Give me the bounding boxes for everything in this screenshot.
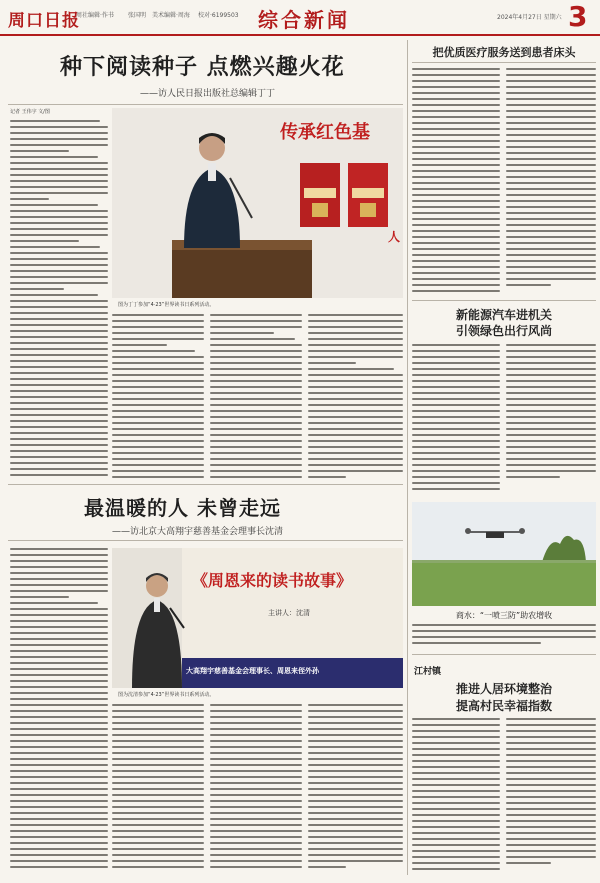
drone-farm-photo	[412, 502, 596, 606]
article2-photo-org: 大高翔宇慈善基金会理事长、周恩来侄外孙	[186, 667, 319, 675]
issue-date: 2024年4月27日 星期六	[497, 14, 562, 21]
article2-caption: 图为沈清参加“4·23”世界读书日系列活动。	[118, 692, 215, 698]
article1-byline: 记者 王伟宇 文/图	[10, 109, 50, 115]
masthead-info-1: 周社编辑·作书	[76, 12, 114, 19]
masthead-info-4: 校对·6199503	[198, 12, 239, 19]
right-story3-headline-line2: 提高村民幸福指数	[455, 699, 552, 713]
right-story1-headline: 把优质医疗服务送到患者床头	[432, 46, 576, 59]
drone-photo-title: 商水：“一喷三防”助农增收	[455, 611, 553, 620]
column-divider	[407, 40, 408, 875]
masthead	[0, 0, 600, 36]
article1-text-col1	[10, 120, 108, 480]
article1-photo-banner-2: 人	[388, 230, 401, 244]
article1-photo	[112, 108, 403, 298]
article1-caption: 图为丁丁参加“4·23”世界读书日系列活动。	[118, 302, 215, 308]
right-story2-top-rule	[412, 300, 596, 301]
article-separator	[8, 484, 403, 485]
right-story3-headline-line1: 推进人居环境整治	[455, 682, 552, 696]
article1-photo-banner: 传承红色基	[280, 122, 370, 143]
right-story2-headline-line1: 新能源汽车进机关	[455, 308, 552, 322]
section-title: 综合新闻	[258, 8, 350, 32]
article2-text-col4	[308, 704, 403, 876]
article1-text-col4	[308, 314, 403, 480]
right-story1-rule	[412, 62, 596, 63]
right-story1-col1	[412, 68, 500, 298]
article2-rule	[8, 540, 403, 541]
article1-headline: 种下阅读种子 点燃兴趣火花	[60, 54, 345, 80]
article2-photo	[112, 548, 403, 688]
masthead-info-2: 张国明	[128, 12, 147, 19]
masthead-info-3: 美术编辑·周海	[152, 12, 190, 19]
drone-farm-photo-art	[412, 502, 596, 606]
right-story2-col2	[506, 344, 596, 494]
newspaper-logo: 周口日报	[8, 11, 80, 31]
right-story3-top-rule	[412, 654, 596, 655]
article2-headline: 最温暖的人 未曾走远	[84, 496, 281, 520]
right-story3-col2	[506, 718, 596, 876]
article2-photo-banner: 《周恩来的读书故事》	[192, 571, 353, 590]
page-number: 3	[568, 0, 588, 33]
article2-text-col2	[112, 704, 204, 876]
right-story3-col1	[412, 718, 500, 876]
article2-photo-speaker: 主讲人：沈清	[268, 609, 310, 617]
article1-text-col2	[112, 314, 204, 480]
article1-subhead: ——访人民日报出版社总编辑丁丁	[140, 89, 276, 99]
right-story1-col2	[506, 68, 596, 298]
article1-text-col3	[210, 314, 302, 480]
drone-photo-caption-text	[412, 624, 596, 652]
article2-subhead: ——访北京大高翔宇慈善基金会理事长沈清	[112, 527, 284, 537]
right-story2-col1	[412, 344, 500, 494]
town-label: 江村镇	[414, 667, 442, 677]
right-story2-headline-line2: 引领绿色出行风尚	[455, 324, 552, 338]
article1-rule	[8, 104, 403, 105]
article2-text-col3	[210, 704, 302, 876]
article2-text-col1	[10, 548, 108, 878]
